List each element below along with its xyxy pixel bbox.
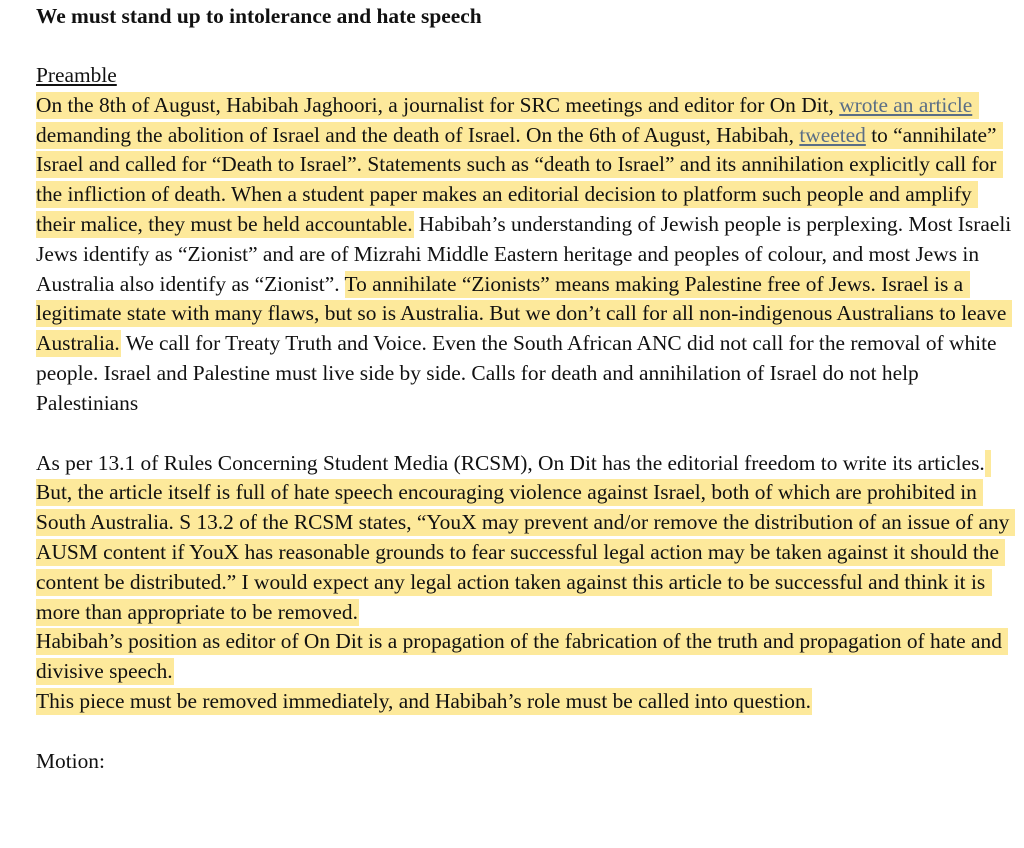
editor-position-line	[36, 627, 1016, 687]
highlighted-text: Habibah’s position as editor of On Dit is a propagation of the fabrication of the truth and propagation of hate and divisive speech.	[36, 629, 1008, 684]
text-segment: to “annihilate” Israel and called for “Death to Israel”. Statements such as “death to Israel” and its annihilation explicitly call for the infliction of death. When a student paper makes an editorial decision to platform such people and amplify their malice, they must be held accountable.	[36, 122, 1002, 236]
text-segment: On the 8th of August, Habibah Jaghoori, a journalist for SRC meetings and editor for On Dit,	[36, 92, 840, 117]
rules-paragraph	[36, 449, 1016, 628]
article-link[interactable]: wrote an article	[839, 92, 973, 117]
preamble-paragraph	[36, 91, 1016, 419]
plain-text: We call for Treaty Truth and Voice. Even the South African ANC did not call for the removal of white people. Israel and Palestine must live side by side. Calls for death and annihilation of Israel do not help Palestinians	[36, 331, 1002, 415]
preamble-heading: Preamble	[36, 63, 117, 87]
text-segment: demanding the abolition of Israel and the death of Israel. On the 6th of August, Habibah,	[36, 92, 978, 147]
plain-text: As per 13.1 of Rules Concerning Student Media (RCSM), On Dit has the editorial freedom to write its articles.	[36, 450, 985, 475]
highlighted-text: To annihilate “Zionists” means making Palestine free of Jews. Israel is a legitimate state with many flaws, but so is Australia. But we don’t call for all non-indigenous Australians to leave Australia.	[36, 271, 1011, 356]
highlighted-text: But, the article itself is full of hate speech encouraging violence against Israel, both of which are prohibited in South Australia. S 13.2 of the RCSM states, “YouX may prevent and/or remove the distribution of an issue of any AUSM content if YouX has reasonable grounds to fear successful legal action may be taken against it should the content be distributed.” I would expect any legal action taken against this article to be successful and think it is more than appropriate to be removed.	[36, 450, 1014, 624]
spacer	[36, 31, 1016, 61]
document-title: We must stand up to intolerance and hate speech	[36, 4, 482, 28]
tweet-link[interactable]: tweeted	[799, 122, 866, 147]
plain-text: Habibah’s understanding of Jewish people is perplexing. Most Israeli Jews identify as “Zionist” and are of Mizrahi Middle Eastern heritage and peoples of colour, and most Jews in Australia also identify as “Zionist”.	[36, 211, 1017, 296]
highlighted-text: This piece must be removed immediately, and Habibah’s role must be called into question.	[36, 688, 812, 713]
spacer	[36, 419, 1016, 449]
document-page	[36, 0, 1016, 777]
removal-demand-line	[36, 687, 1016, 717]
motion-heading: Motion:	[36, 748, 105, 773]
